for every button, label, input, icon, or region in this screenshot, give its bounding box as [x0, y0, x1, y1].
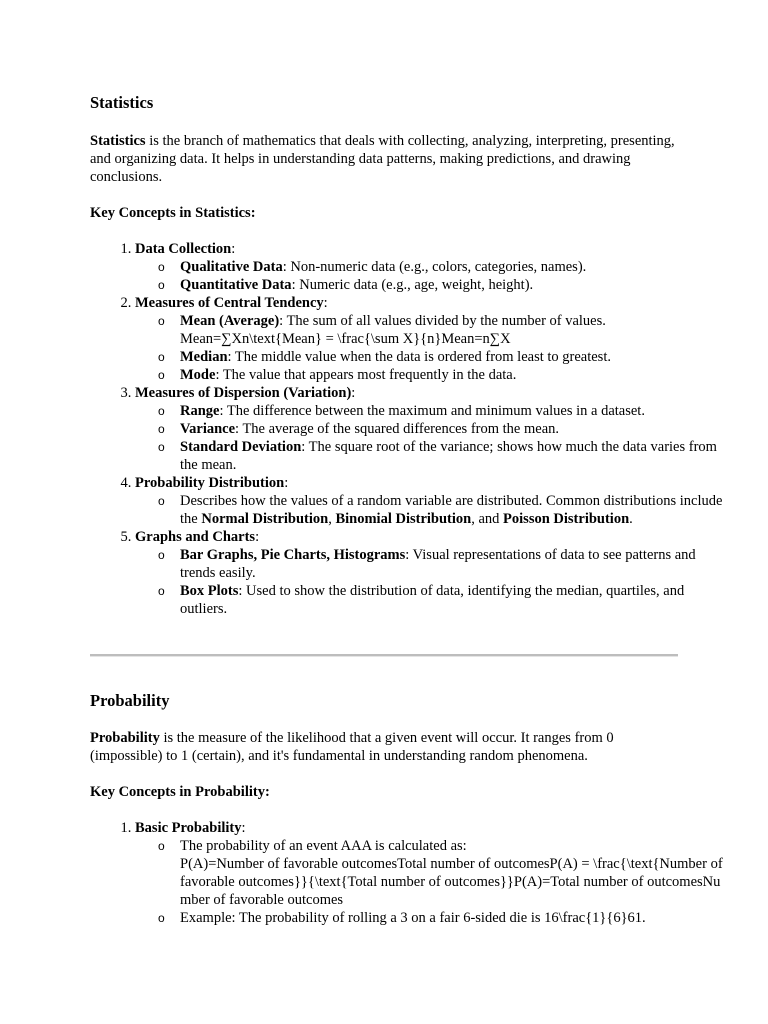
sentence-end: .	[629, 511, 633, 527]
sub-item-text: : Non-numeric data (e.g., colors, categories, names).	[282, 259, 587, 275]
sub-item-text: : The average of the squared differences from the mean.	[235, 421, 560, 437]
sub-item-text: : The difference between the maximum and minimum values in a dataset.	[219, 403, 645, 419]
sub-item-term: Box Plots	[180, 583, 239, 599]
sub-item-text: The probability of an event AAA is calculated as:	[180, 838, 467, 854]
sub-item-term: Variance	[180, 421, 236, 437]
sub-list-item	[180, 582, 725, 618]
sub-item-term: Median	[180, 349, 228, 365]
sub-item-term: Qualitative Data	[180, 259, 283, 275]
list-item-suffix: :	[284, 475, 289, 491]
sub-item-text: : Numeric data (e.g., age, weight, height).	[291, 277, 534, 293]
list-item-title: Data Collection	[135, 241, 232, 257]
sub-list	[135, 312, 725, 384]
statistics-intro-term: Statistics	[90, 133, 146, 149]
list-item	[135, 819, 725, 927]
probability-formula: P(A)=Number of favorable outcomesTotal number of outcomesP(A) = \frac{\text{Number of favorable outcomes}}{\text{Total number of outcomes}}P(A)=Total number of outcomesNumber of favorable outcomes	[180, 856, 723, 908]
list-item-suffix: :	[323, 295, 328, 311]
list-item	[135, 240, 725, 294]
sub-list-item	[180, 312, 725, 348]
probability-intro	[90, 729, 680, 765]
list-item-suffix: :	[351, 385, 356, 401]
probability-intro-term: Probability	[90, 730, 160, 746]
probability-heading: Probability	[90, 691, 170, 710]
statistics-heading: Statistics	[90, 93, 154, 112]
sub-list-item	[180, 492, 725, 528]
sub-item-text: : The middle value when the data is ordered from least to greatest.	[227, 349, 611, 365]
section-divider	[90, 654, 678, 657]
statistics-key-concepts-heading: Key Concepts in Statistics:	[90, 205, 256, 221]
sub-item-text: Describes how the values of a random variable are distributed. Common distributions include the	[180, 493, 723, 527]
sub-item-term: Quantitative Data	[180, 277, 292, 293]
sub-list-item	[180, 276, 725, 294]
list-item	[135, 528, 725, 618]
sub-item-term: Standard Deviation	[180, 439, 302, 455]
list-item-title: Measures of Central Tendency	[135, 295, 324, 311]
sub-item-term: Mode	[180, 367, 216, 383]
sub-item-text: : Used to show the distribution of data, identifying the median, quartiles, and outliers.	[180, 583, 685, 617]
sub-list-item	[180, 909, 725, 927]
distribution-name: Poisson Distribution	[503, 511, 630, 527]
sub-list	[135, 258, 725, 294]
list-item-title: Probability Distribution	[135, 475, 285, 491]
list-item-title: Measures of Dispersion (Variation)	[135, 385, 352, 401]
sub-item-text: : The value that appears most frequently in the data.	[215, 367, 517, 383]
mean-formula: Mean=∑Xn\text{Mean} = \frac{\sum X}{n}Mean=n∑X	[180, 331, 511, 347]
sub-item-term: Bar Graphs, Pie Charts, Histograms	[180, 547, 406, 563]
probability-intro-text: is the measure of the likelihood that a given event will occur. It ranges from 0 (impossible) to 1 (certain), and it's fundamental in understanding random phenomena.	[90, 730, 614, 764]
separator: , and	[471, 511, 504, 527]
sub-list-item	[180, 438, 725, 474]
sub-list-item	[180, 546, 725, 582]
statistics-intro	[90, 132, 680, 186]
sub-item-term: Mean (Average)	[180, 313, 280, 329]
distribution-name: Binomial Distribution	[335, 511, 472, 527]
sub-list-item	[180, 402, 725, 420]
list-item	[135, 384, 725, 474]
probability-concepts-list	[90, 819, 725, 927]
list-item-title: Basic Probability	[135, 820, 242, 836]
statistics-concepts-list	[90, 240, 725, 618]
list-item	[135, 474, 725, 528]
sub-list-item	[180, 366, 725, 384]
statistics-intro-text: is the branch of mathematics that deals with collecting, analyzing, interpreting, presenting, and organizing data. It helps in understanding data patterns, making predictions, and drawing conclusions.	[90, 133, 675, 185]
sub-list	[135, 492, 725, 528]
sub-item-text: : The sum of all values divided by the number of values.	[279, 313, 606, 329]
sub-list	[135, 402, 725, 474]
sub-list-item	[180, 258, 725, 276]
sub-item-text: Example: The probability of rolling a 3 on a fair 6-sided die is 16\frac{1}{6}61.	[180, 910, 646, 926]
sub-list-item	[180, 348, 725, 366]
sub-list	[135, 546, 725, 618]
list-item-suffix: :	[255, 529, 260, 545]
list-item	[135, 294, 725, 384]
separator: ,	[328, 511, 336, 527]
list-item-suffix: :	[241, 820, 246, 836]
sub-item-text: : Visual representations of data to see patterns and trends easily.	[180, 547, 696, 581]
sub-list	[135, 837, 725, 927]
sub-list-item	[180, 420, 725, 438]
sub-item-text: : The square root of the variance; shows how much the data varies from the mean.	[180, 439, 717, 473]
distribution-name: Normal Distribution	[201, 511, 329, 527]
list-item-suffix: :	[231, 241, 236, 257]
probability-key-concepts-heading: Key Concepts in Probability:	[90, 784, 270, 800]
list-item-title: Graphs and Charts	[135, 529, 256, 545]
sub-item-term: Range	[180, 403, 220, 419]
sub-list-item	[180, 837, 725, 909]
